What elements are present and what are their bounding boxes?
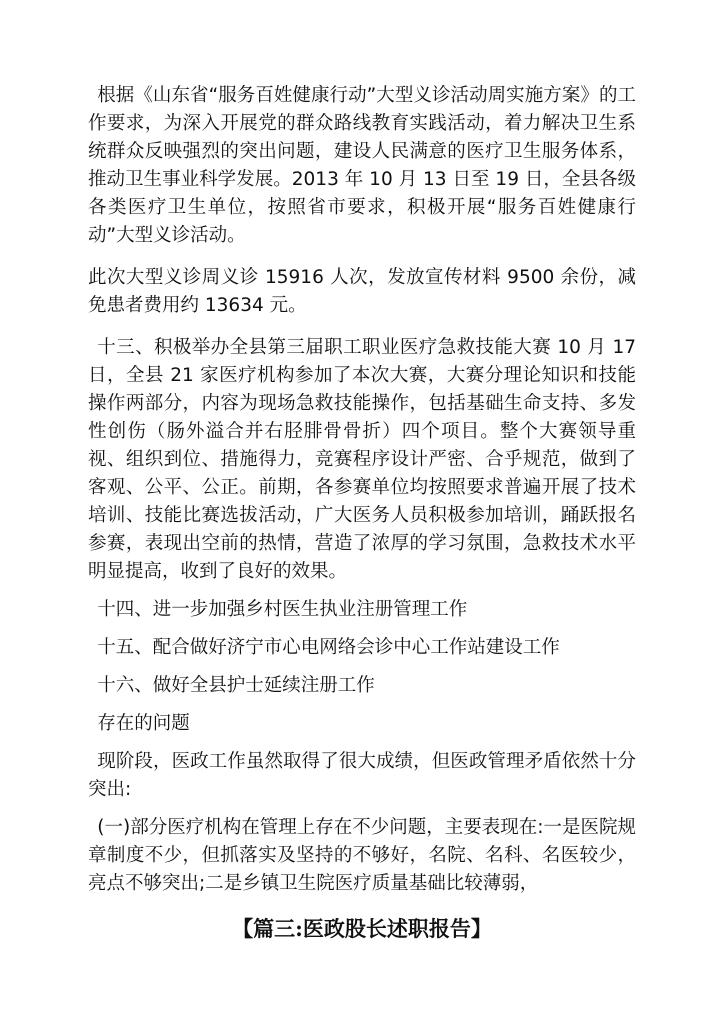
heading-item-16: 十六、做好全县护士延续注册工作 xyxy=(97,675,375,696)
paragraph-problem-1: (一)部分医疗机构在管理上存在不少问题，主要表现在:一是医院规章制度不少，但抓落实及坚持的不够好，名院、名科、名医较少，亮点不够突出;二是乡镇卫生院医疗质量基础比较薄弱， xyxy=(88,817,636,894)
heading-item-15: 十五、配合做好济宁市心电网络会诊中心工作站建设工作 xyxy=(97,637,560,658)
heading-problems: 存在的问题 xyxy=(97,713,190,734)
heading-item-14: 十四、进一步加强乡村医生执业注册管理工作 xyxy=(97,599,468,620)
document-page xyxy=(88,82,636,944)
section-title: 【篇三:医政股长述职报告】 xyxy=(232,916,492,941)
paragraph-campaign-intro: 根据《山东省“服务百姓健康行动”大型义诊活动周实施方案》的工作要求，为深入开展党的群众路线教育实践活动，着力解决卫生系统群众反映强烈的突出问题，建设人民满意的医疗卫生服务体系，推动卫生事业科学发展。2013 年 10 月 13 日至 19 日，全县各级各类医疗卫生单位，按照省市要求，积极开展“服务百姓健康行动”大型义诊活动。 xyxy=(88,85,636,246)
paragraph-current-stage: 现阶段，医政工作虽然取得了很大成绩，但医政管理矛盾依然十分突出: xyxy=(88,751,636,800)
paragraph-campaign-stats: 此次大型义诊周义诊 15916 人次，发放宣传材料 9500 余份，减免患者费用约 13634 元。 xyxy=(88,267,636,316)
paragraph-item-13: 十三、积极举办全县第三届职工职业医疗急救技能大赛 10 月 17 日，全县 21 家医疗机构参加了本次大赛，大赛分理论知识和技能操作两部分，内容为现场急救技能操作，包括基础生命支持、多发性创伤（肠外溢合并右胫腓骨骨折）四个项目。整个大赛领导重视、组织到位、措施得力，竞赛程序设计严密、合乎规范，做到了客观、公平、公正。前期，各参赛单位均按照要求普遍开展了技术培训、技能比赛选拔活动，广大医务人员积极参加培训，踊跃报名参赛，表现出空前的热情，营造了浓厚的学习氛围，急救技术水平明显提高，收到了良好的效果。 xyxy=(88,337,636,582)
